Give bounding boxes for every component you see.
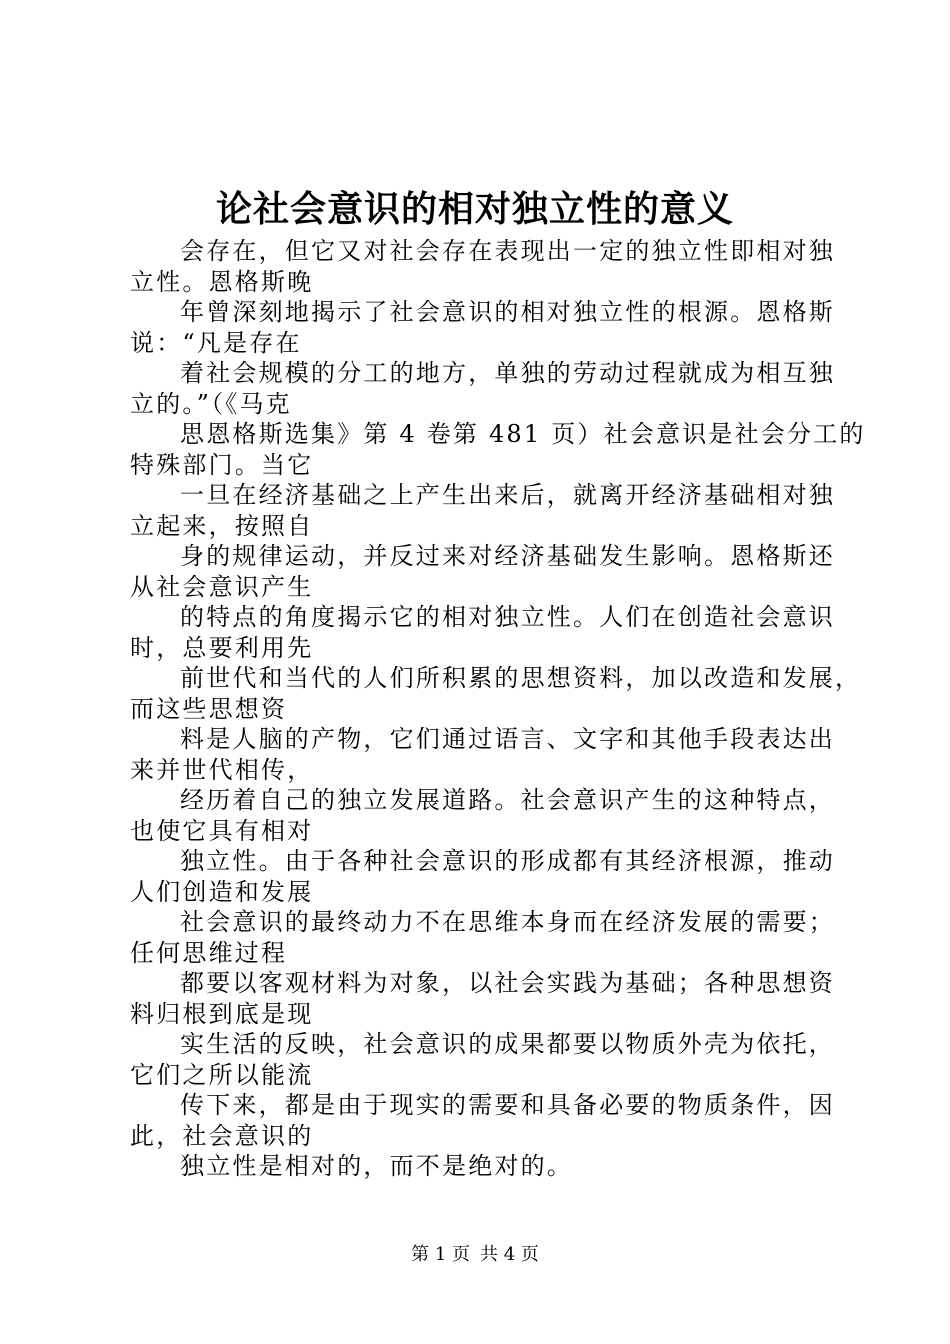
- document-body: [130, 236, 866, 1182]
- paragraph: [130, 297, 842, 358]
- paragraph: [130, 541, 842, 602]
- paragraph-line: 而这些思想资: [130, 694, 288, 723]
- paragraph: [130, 1029, 842, 1090]
- paragraph-line: 的特点的角度揭示它的相对独立性。人们在创造社会意识: [180, 603, 835, 631]
- paragraph-line: 会存在，但它又对社会存在表现出一定的独立性即相对独: [180, 237, 835, 265]
- paragraph: [130, 419, 866, 480]
- paragraph-line: 特殊部门。当它: [130, 450, 314, 479]
- paragraph-line: 立起来，按照自: [130, 511, 314, 540]
- page-number: 第 1 页: [411, 1244, 470, 1265]
- paragraph-line: 经历着自己的独立发展道路。社会意识产生的这种特点，: [180, 786, 835, 814]
- document-title: 论社会意识的相对独立性的意义: [215, 188, 734, 230]
- paragraph: [130, 358, 842, 419]
- paragraph-line: 独立性是相对的，而不是绝对的。: [180, 1152, 573, 1180]
- paragraph: [130, 663, 862, 724]
- paragraph: [130, 1090, 842, 1151]
- paragraph: [130, 846, 842, 907]
- paragraph-line: 社会意识的最终动力不在思维本身而在经济发展的需要；: [180, 908, 835, 936]
- paragraph-line: 都要以客观材料为对象，以社会实践为基础；各种思想资: [180, 969, 835, 997]
- paragraph-line: 立性。恩格斯晚: [130, 267, 314, 296]
- paragraph-line: 一旦在经济基础之上产生出来后，就离开经济基础相对独: [180, 481, 835, 509]
- paragraph-line: 它们之所以能流: [130, 1060, 314, 1089]
- paragraph: [130, 1151, 842, 1182]
- page-footer: [0, 1243, 950, 1267]
- paragraph-line: 来并世代相传，: [130, 755, 314, 784]
- paragraph-line: 思恩格斯选集》第 4 卷第 481 页）社会意识是社会分工的: [180, 420, 866, 448]
- paragraph-line: 年曾深刻地揭示了社会意识的相对独立性的根源。恩格斯: [180, 298, 835, 326]
- paragraph: [130, 907, 842, 968]
- paragraph-line: 着社会规模的分工的地方，单独的劳动过程就成为相互独: [180, 359, 835, 387]
- paragraph-line: 身的规律运动，并反过来对经济基础发生影响。恩格斯还: [180, 542, 835, 570]
- paragraph-line: 传下来，都是由于现实的需要和具备必要的物质条件，因: [180, 1091, 835, 1119]
- paragraph-line: 实生活的反映，社会意识的成果都要以物质外壳为依托，: [180, 1030, 835, 1058]
- paragraph: [130, 236, 842, 297]
- paragraph-line: 从社会意识产生: [130, 572, 314, 601]
- paragraph: [130, 480, 842, 541]
- paragraph-line: 料是人脑的产物，它们通过语言、文字和其他手段表达出: [180, 725, 835, 753]
- paragraph: [130, 602, 842, 663]
- paragraph-line: 也使它具有相对: [130, 816, 314, 845]
- paragraph: [130, 724, 842, 785]
- paragraph-line: 前世代和当代的人们所积累的思想资料，加以改造和发展，: [180, 664, 862, 692]
- paragraph-line: 任何思维过程: [130, 938, 288, 967]
- paragraph: [130, 968, 842, 1029]
- paragraph-line: 此，社会意识的: [130, 1121, 314, 1150]
- paragraph-line: 立的。”（《马克: [130, 389, 292, 418]
- paragraph: [130, 785, 842, 846]
- paragraph-line: 独立性。由于各种社会意识的形成都有其经济根源，推动: [180, 847, 835, 875]
- paragraph-line: 说：“凡是存在: [130, 328, 302, 357]
- page-total: 共 4 页: [480, 1244, 539, 1265]
- paragraph-line: 时，总要利用先: [130, 633, 314, 662]
- paragraph-line: 人们创造和发展: [130, 877, 314, 906]
- paragraph-line: 料归根到底是现: [130, 999, 314, 1028]
